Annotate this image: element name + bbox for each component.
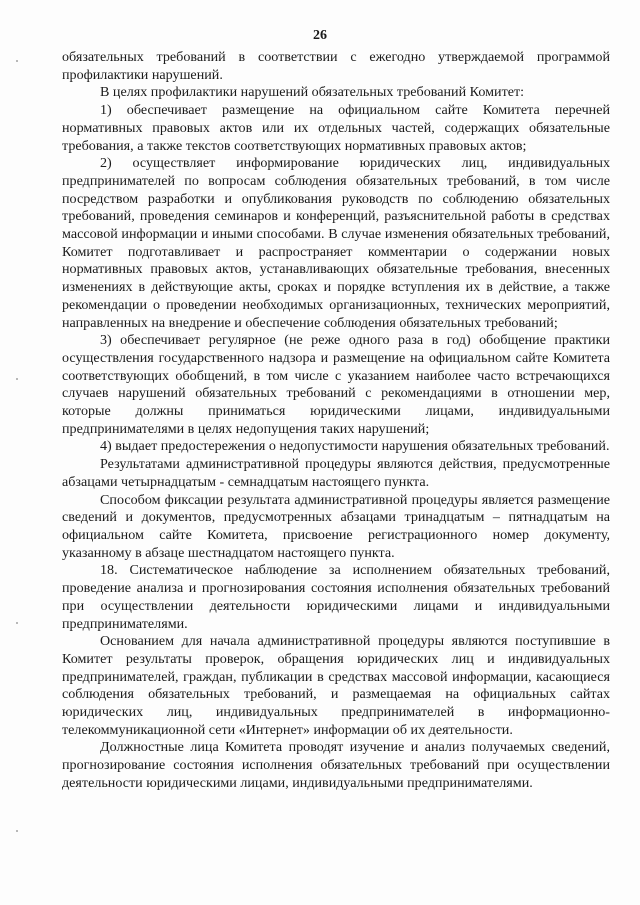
paragraph: Результатами административной процедуры являются действия, предусмотренные абзацами четырнадцатым - семнадцатым настоящего пункта.	[62, 456, 610, 490]
paragraph: 1) обеспечивает размещение на официальном сайте Комитета перечней нормативных правовых актов или их отдельных частей, содержащих обязательные требования, а также текстов соответствующих нормативных правовых актов;	[62, 102, 610, 154]
scan-speck	[16, 622, 18, 624]
paragraph: 3) обеспечивает регулярное (не реже одного раза в год) обобщение практики осуществления государственного надзора и размещение на официальном сайте Комитета соответствующих обобщений, в том числе с указанием наиболее часто встречающихся случаев нарушений обязательных требований с рекомендациями в отношении мер, которые должны приниматься юридическими лицами, индивидуальными предпринимателями в целях недопущения таких нарушений;	[62, 332, 610, 437]
paragraph: В целях профилактики нарушений обязательных требований Комитет:	[100, 84, 525, 101]
paragraph: 4) выдает предостережения о недопустимости нарушения обязательных требований.	[100, 438, 610, 455]
document-body	[62, 49, 610, 793]
paragraph: Должностные лица Комитета проводят изучение и анализ получаемых сведений, прогнозирование состояния исполнения обязательных требований при осуществлении деятельности юридическими лицами, индивидуальными предпринимателями.	[62, 739, 610, 791]
paragraph: Способом фиксации результата административной процедуры является размещение сведений и документов, предусмотренных абзацами тринадцатым – пятнадцатым на официальном сайте Комитета, присвоение регистрационного номер документу, указанному в абзаце шестнадцатом настоящего пункта.	[62, 491, 610, 561]
paragraph: Основанием для начала административной процедуры являются поступившие в Комитет результаты проверок, обращения юридических лиц и индивидуальных предпринимателей, граждан, публикации в средствах массовой информации, касающиеся соблюдения обязательных требований, и размещаемая на официальных сайтах юридических лиц, индивидуальных предпринимателей в информационно-телекоммуникационной сети «Интернет» информации об их деятельности.	[62, 633, 610, 738]
scan-speck	[16, 378, 18, 380]
paragraph: обязательных требований в соответствии с ежегодно утверждаемой программой профилактики нарушений.	[62, 49, 610, 83]
scan-speck	[16, 60, 18, 62]
page-number: 26	[313, 28, 327, 43]
paragraph: 2) осуществляет информирование юридических лиц, индивидуальных предпринимателей по вопросам соблюдения обязательных требований, в том числе посредством разработки и опубликования руководств по соблюдению обязательных требований, проведения семинаров и конференций, разъяснительной работы в средствах массовой информации и иными способами. В случае изменения обязательных требований, Комитет подготавливает и распространяет комментарии о содержании новых нормативных правовых актов, устанавливающих обязательные требования, внесенных изменениях в действующие акты, сроках и порядке вступления их в действие, а также рекомендации о проведении необходимых организационных, технических мероприятий, направленных на внедрение и обеспечение соблюдения обязательных требований;	[62, 155, 610, 331]
paragraph: 18. Систематическое наблюдение за исполнением обязательных требований, проведение анализа и прогнозирования состояния исполнения обязательных требований при осуществлении деятельности юридическими лицами и индивидуальными предпринимателями.	[62, 562, 610, 632]
scan-speck	[16, 830, 18, 832]
